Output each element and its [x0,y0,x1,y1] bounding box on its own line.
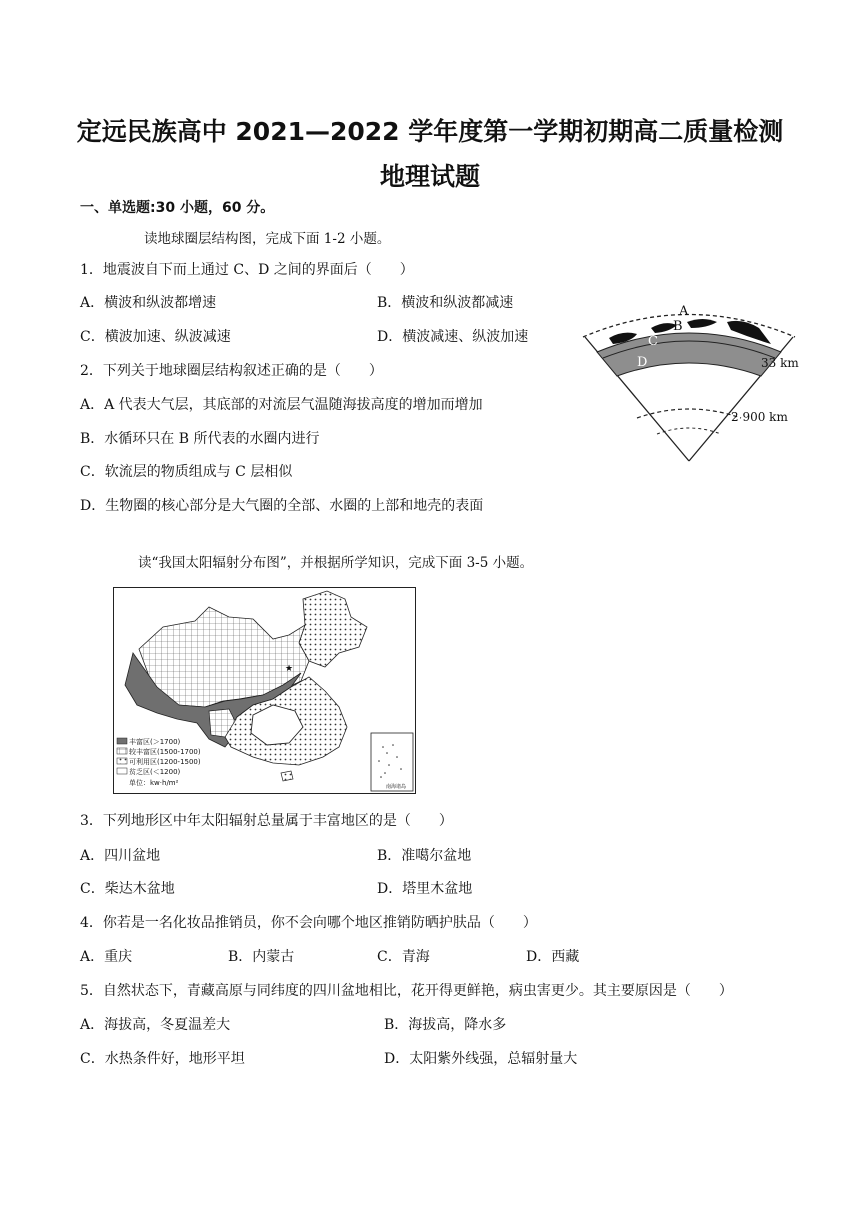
legend-unit: 单位：kw·h/m² [129,779,179,787]
solar-radiation-map [113,587,416,794]
q3-stem: 3．下列地形区中年太阳辐射总量属于丰富地区的是（ ） [80,813,453,829]
q3-option-a[interactable]: A．四川盆地 [80,848,161,864]
q1-option-b[interactable]: B．横波和纵波都减速 [377,295,514,311]
exam-title-line2: 地理试题 [379,162,480,191]
legend-fairly-rich: 较丰富区(1500-1700) [129,748,201,756]
q5-option-a[interactable]: A．海拔高，冬夏温差大 [80,1017,231,1033]
label-b: B [673,319,683,334]
q3-option-b[interactable]: B．准噶尔盆地 [377,848,472,864]
q2-option-c[interactable]: C．软流层的物质组成与 C 层相似 [80,464,293,480]
q4-option-c[interactable]: C．青海 [377,949,430,965]
q1-option-c[interactable]: C．横波加速、纵波减速 [80,329,231,345]
q1-option-a[interactable]: A．横波和纵波都增速 [80,295,217,311]
q2-option-a[interactable]: A．A 代表大气层，其底部的对流层气温随海拔高度的增加而增加 [80,397,483,413]
group1-intro: 读地球圈层结构图，完成下面 1-2 小题。 [144,231,391,247]
q1-option-d[interactable]: D．横波减速、纵波加速 [377,329,529,345]
section-heading: 一、单选题:30 小题，60 分。 [80,200,275,216]
exam-title-line1: 定远民族高中 2021—2022 学年度第一学期初期高二质量检测 [76,117,784,146]
depth-2900km: 2 900 km [731,410,788,424]
q4-option-b[interactable]: B．内蒙古 [228,949,295,965]
svg-text:★: ★ [285,664,294,674]
group2-intro: 读“我国太阳辐射分布图”，并根据所学知识，完成下面 3-5 小题。 [138,555,534,571]
q4-option-a[interactable]: A．重庆 [80,949,133,965]
legend-usable: 可利用区(1200-1500) [129,758,201,766]
legend-rich: 丰富区(＞1700) [129,738,181,746]
q2-option-b[interactable]: B．水循环只在 B 所代表的水圈内进行 [80,431,320,447]
q2-stem: 2．下列关于地球圈层结构叙述正确的是（ ） [80,363,383,379]
q4-stem: 4．你若是一名化妆品推销员，你不会向哪个地区推销防晒护肤品（ ） [80,915,537,931]
label-d: D [637,355,648,370]
label-a: A [679,304,689,319]
label-c: C [648,334,658,349]
q3-option-c[interactable]: C．柴达木盆地 [80,881,175,897]
q2-option-d[interactable]: D．生物圈的核心部分是大气圈的全部、水圈的上部和地壳的表面 [80,498,484,514]
q5-option-b[interactable]: B．海拔高，降水多 [384,1017,507,1033]
q4-option-d[interactable]: D．西藏 [526,949,580,965]
q5-stem: 5．自然状态下，青藏高原与同纬度的四川盆地相比，花开得更鲜艳，病虫害更少。其主要原因是（ ） [80,983,733,999]
q1-stem: 1．地震波自下而上通过 C、D 之间的界面后（ ） [80,262,414,278]
inset-label: 南海诸岛 [386,784,407,790]
legend-poor: 贫乏区(＜1200) [129,768,181,776]
earth-layers-figure [575,300,815,465]
q3-option-d[interactable]: D．塔里木盆地 [377,881,473,897]
depth-33km: 33 km [761,356,799,370]
q5-option-d[interactable]: D．太阳紫外线强，总辐射量大 [384,1051,578,1067]
q5-option-c[interactable]: C．水热条件好，地形平坦 [80,1051,245,1067]
